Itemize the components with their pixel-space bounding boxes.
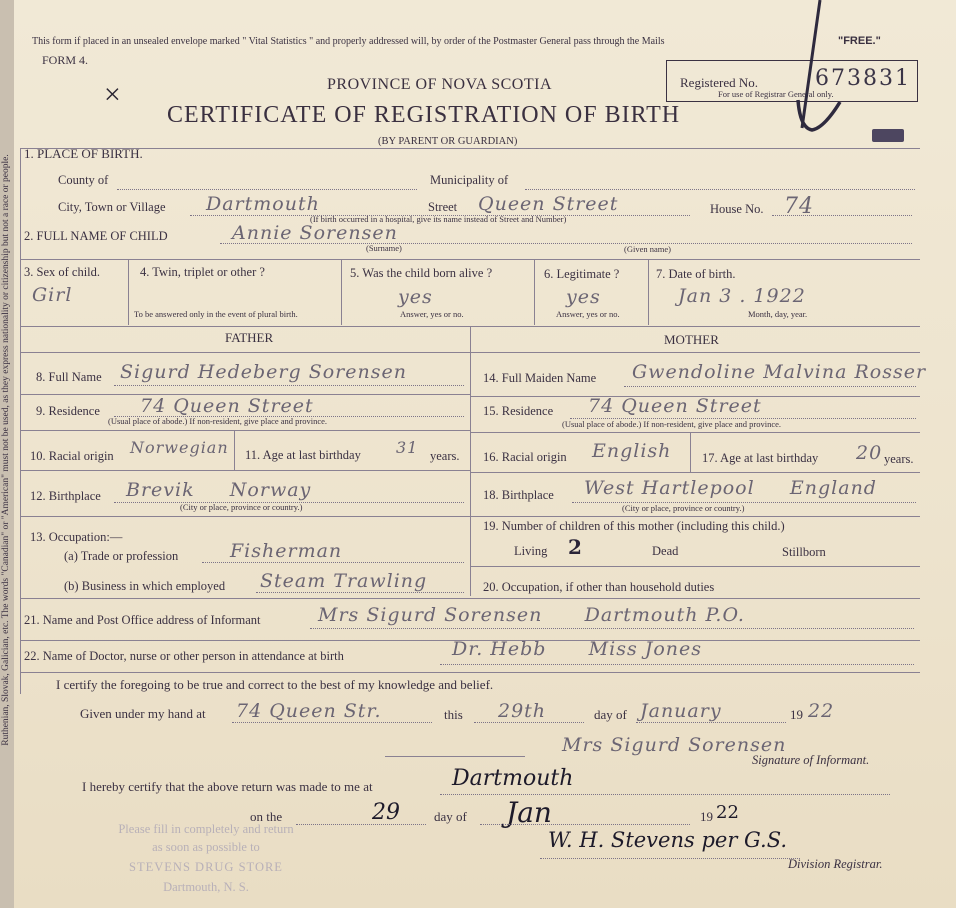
father-heading: FATHER [225, 330, 274, 345]
rule [20, 259, 920, 260]
rule [20, 148, 21, 694]
page-subtitle: (BY PARENT OR GUARDIAN) [378, 136, 518, 147]
place-of-birth-heading: 1. PLACE OF BIRTH. [24, 146, 143, 161]
legitimate-value: yes [566, 286, 601, 308]
father-birthplace-label: 12. Birthplace [30, 489, 101, 503]
registrar-day-value: 29 [372, 800, 400, 825]
surname-note: (Surname) [366, 243, 402, 253]
mother-living-value: 2 [568, 535, 582, 559]
division-registrar-label: Division Registrar. [788, 857, 883, 871]
father-age-value: 31 [396, 438, 419, 457]
dob-note: Month, day, year. [748, 309, 808, 319]
mother-residence-note: (Usual place of abode.) If non-resident, give place and province. [562, 419, 782, 429]
rule [648, 259, 649, 325]
free-label: "FREE." [838, 35, 881, 47]
drug-store-stamp [66, 822, 346, 895]
father-trade-label: (a) Trade or profession [64, 549, 179, 563]
left-margin-note: Ruthenian, Slovak, Galician, etc. The words "Canadian" or "American" must not be used, as they express nationality or citizenship but not a race or people. [1, 154, 11, 746]
rule [474, 722, 584, 723]
father-trade-value: Fisherman [230, 540, 343, 562]
father-business-label: (b) Business in which employed [64, 579, 226, 593]
rule [20, 470, 470, 471]
rule [310, 628, 914, 629]
stamp-line-2: as soon as possible to [152, 840, 260, 854]
rule [234, 430, 235, 470]
rule [114, 385, 464, 386]
registrar-signature: W. H. Stevens per G.S. [548, 828, 788, 852]
registrar-place-value: Dartmouth [452, 766, 574, 791]
mother-residence-label: 15. Residence [483, 404, 554, 418]
rule [20, 516, 920, 517]
certify-text: I certify the foregoing to be true and correct to the best of my knowledge and belief. [56, 677, 494, 692]
doctor-label: 22. Name of Doctor, nurse or other person in attendance at birth [24, 649, 344, 663]
city-value: Dartmouth [206, 193, 320, 215]
father-racial-value: Norwegian [130, 438, 229, 457]
x-mark: × [102, 78, 123, 111]
rule [385, 756, 525, 757]
mother-name-value: Gwendoline Malvina Rosser [632, 361, 927, 383]
mother-stillborn-label: Stillborn [782, 545, 826, 559]
mother-residence-value: 74 Queen Street [588, 395, 762, 417]
rule [772, 215, 912, 216]
rule [470, 566, 920, 567]
informant-signature: Mrs Sigurd Sorensen [562, 734, 787, 756]
signature-label: Signature of Informant. [752, 753, 870, 767]
father-name-label: 8. Full Name [36, 370, 102, 384]
certify-day-of-label: day of [594, 707, 627, 722]
mother-dead-label: Dead [652, 544, 679, 558]
page-title: CERTIFICATE OF REGISTRATION OF BIRTH [167, 102, 681, 128]
certify-day-value: 29th [498, 700, 547, 722]
father-residence-label: 9. Residence [36, 404, 100, 418]
child-name-value: Annie Sorensen [232, 222, 398, 244]
dob-label: 7. Date of birth. [656, 267, 736, 281]
legitimate-note: Answer, yes or no. [556, 309, 620, 319]
informant-value: Mrs Sigurd Sorensen Dartmouth P.O. [318, 604, 745, 626]
municipality-label: Municipality of [430, 173, 509, 187]
sex-value: Girl [32, 284, 73, 306]
rule [20, 672, 920, 673]
rule [540, 858, 800, 859]
registrar-day-of-label: day of [434, 809, 467, 824]
alive-value: yes [398, 286, 433, 308]
ink-stamp-icon [872, 129, 904, 142]
rule [480, 824, 690, 825]
stamp-line-3: STEVENS DRUG STORE [129, 860, 283, 874]
house-value: 74 [784, 194, 814, 219]
rule [117, 189, 417, 190]
registrar-year-prefix: 19 [700, 809, 713, 824]
mother-occupation-label: 20. Occupation, if other than household duties [483, 580, 715, 594]
mother-racial-value: English [592, 440, 672, 462]
rule [534, 259, 535, 325]
mother-age-label: 17. Age at last birthday [702, 451, 819, 465]
mother-birthplace-value: West Hartlepool England [584, 477, 877, 499]
rule [20, 148, 920, 149]
rule [624, 386, 916, 387]
registrar-month-value: Jan [506, 796, 552, 829]
father-birthplace-note: (City or place, province or country.) [180, 502, 303, 512]
registered-label: Registered No. [680, 75, 758, 90]
dob-value: Jan 3 . 1922 [678, 285, 806, 307]
rule [440, 794, 890, 795]
mother-age-value: 20 [856, 442, 883, 464]
father-racial-label: 10. Racial origin [30, 449, 114, 463]
twin-note: To be answered only in the event of plural birth. [134, 309, 298, 319]
father-age-label: 11. Age at last birthday [245, 448, 361, 462]
father-business-value: Steam Trawling [260, 570, 428, 592]
rule [341, 259, 342, 325]
alive-label: 5. Was the child born alive ? [350, 266, 493, 280]
rule [470, 472, 920, 473]
informant-label: 21. Name and Post Office address of Informant [24, 613, 261, 627]
certify-year-prefix: 19 [790, 707, 803, 722]
father-residence-value: 74 Queen Street [140, 395, 314, 417]
rule [202, 562, 464, 563]
rule [20, 598, 920, 599]
given-name-note: (Given name) [624, 244, 671, 254]
rule [440, 664, 914, 665]
postal-note: This form if placed in an unsealed envelope marked " Vital Statistics " and properly addressed will, by order of the Postmaster General pass through the Mails [32, 36, 665, 47]
house-label: House No. [710, 202, 764, 216]
city-label: City, Town or Village [58, 200, 166, 214]
street-value: Queen Street [478, 193, 619, 215]
check-mark-icon [790, 0, 850, 140]
certify-month-value: January [640, 700, 722, 722]
province-title: PROVINCE OF NOVA SCOTIA [327, 76, 553, 93]
father-age-years: years. [430, 449, 460, 463]
sex-label: 3. Sex of child. [24, 265, 101, 279]
return-text: I hereby certify that the above return was made to me at [82, 779, 373, 794]
alive-note: Answer, yes or no. [400, 309, 464, 319]
rule [256, 592, 464, 593]
mother-name-label: 14. Full Maiden Name [483, 371, 597, 385]
rule [128, 259, 129, 325]
form-number: FORM 4. [42, 53, 89, 67]
registered-value: 673831 [815, 66, 911, 91]
registrar-year-value: 22 [716, 802, 739, 823]
mother-living-label: Living [514, 544, 548, 558]
rule [20, 430, 470, 431]
rule [232, 722, 432, 723]
mother-racial-label: 16. Racial origin [483, 450, 567, 464]
hospital-note: (If birth occurred in a hospital, give its name instead of Street and Number) [310, 214, 567, 224]
registrar-use-note: For use of Registrar General only. [718, 89, 834, 99]
rule [470, 326, 471, 596]
on-the-label: on the [250, 809, 283, 824]
twin-label: 4. Twin, triplet or other ? [140, 265, 265, 279]
mother-birthplace-label: 18. Birthplace [483, 488, 554, 502]
rule [690, 432, 691, 472]
stamp-line-4: Dartmouth, N. S. [163, 880, 249, 894]
rule [470, 432, 920, 433]
given-label: Given under my hand at [80, 706, 206, 721]
mother-heading: MOTHER [664, 332, 719, 347]
legitimate-label: 6. Legitimate ? [544, 267, 620, 281]
street-label: Street [428, 200, 458, 214]
doctor-value: Dr. Hebb Miss Jones [452, 638, 703, 660]
rule [20, 352, 920, 353]
father-birthplace-value: Brevik Norway [126, 479, 312, 501]
mother-age-years: years. [884, 452, 914, 466]
father-name-value: Sigurd Hedeberg Sorensen [120, 361, 407, 383]
mother-children-label: 19. Number of children of this mother (including this child.) [483, 519, 785, 533]
stamp-line-1: Please fill in completely and return [118, 822, 294, 836]
given-value: 74 Queen Str. [236, 700, 382, 722]
rule [525, 189, 915, 190]
father-residence-note: (Usual place of abode.) If non-resident, give place and province. [108, 416, 328, 426]
this-label: this [444, 707, 463, 722]
mother-birthplace-note: (City or place, province or country.) [622, 503, 745, 513]
rule [220, 243, 912, 244]
certify-year-value: 22 [808, 700, 835, 722]
rule [636, 722, 786, 723]
child-name-label: 2. FULL NAME OF CHILD [24, 229, 168, 243]
father-occupation-label: 13. Occupation:— [30, 530, 123, 544]
county-label: County of [58, 173, 109, 187]
